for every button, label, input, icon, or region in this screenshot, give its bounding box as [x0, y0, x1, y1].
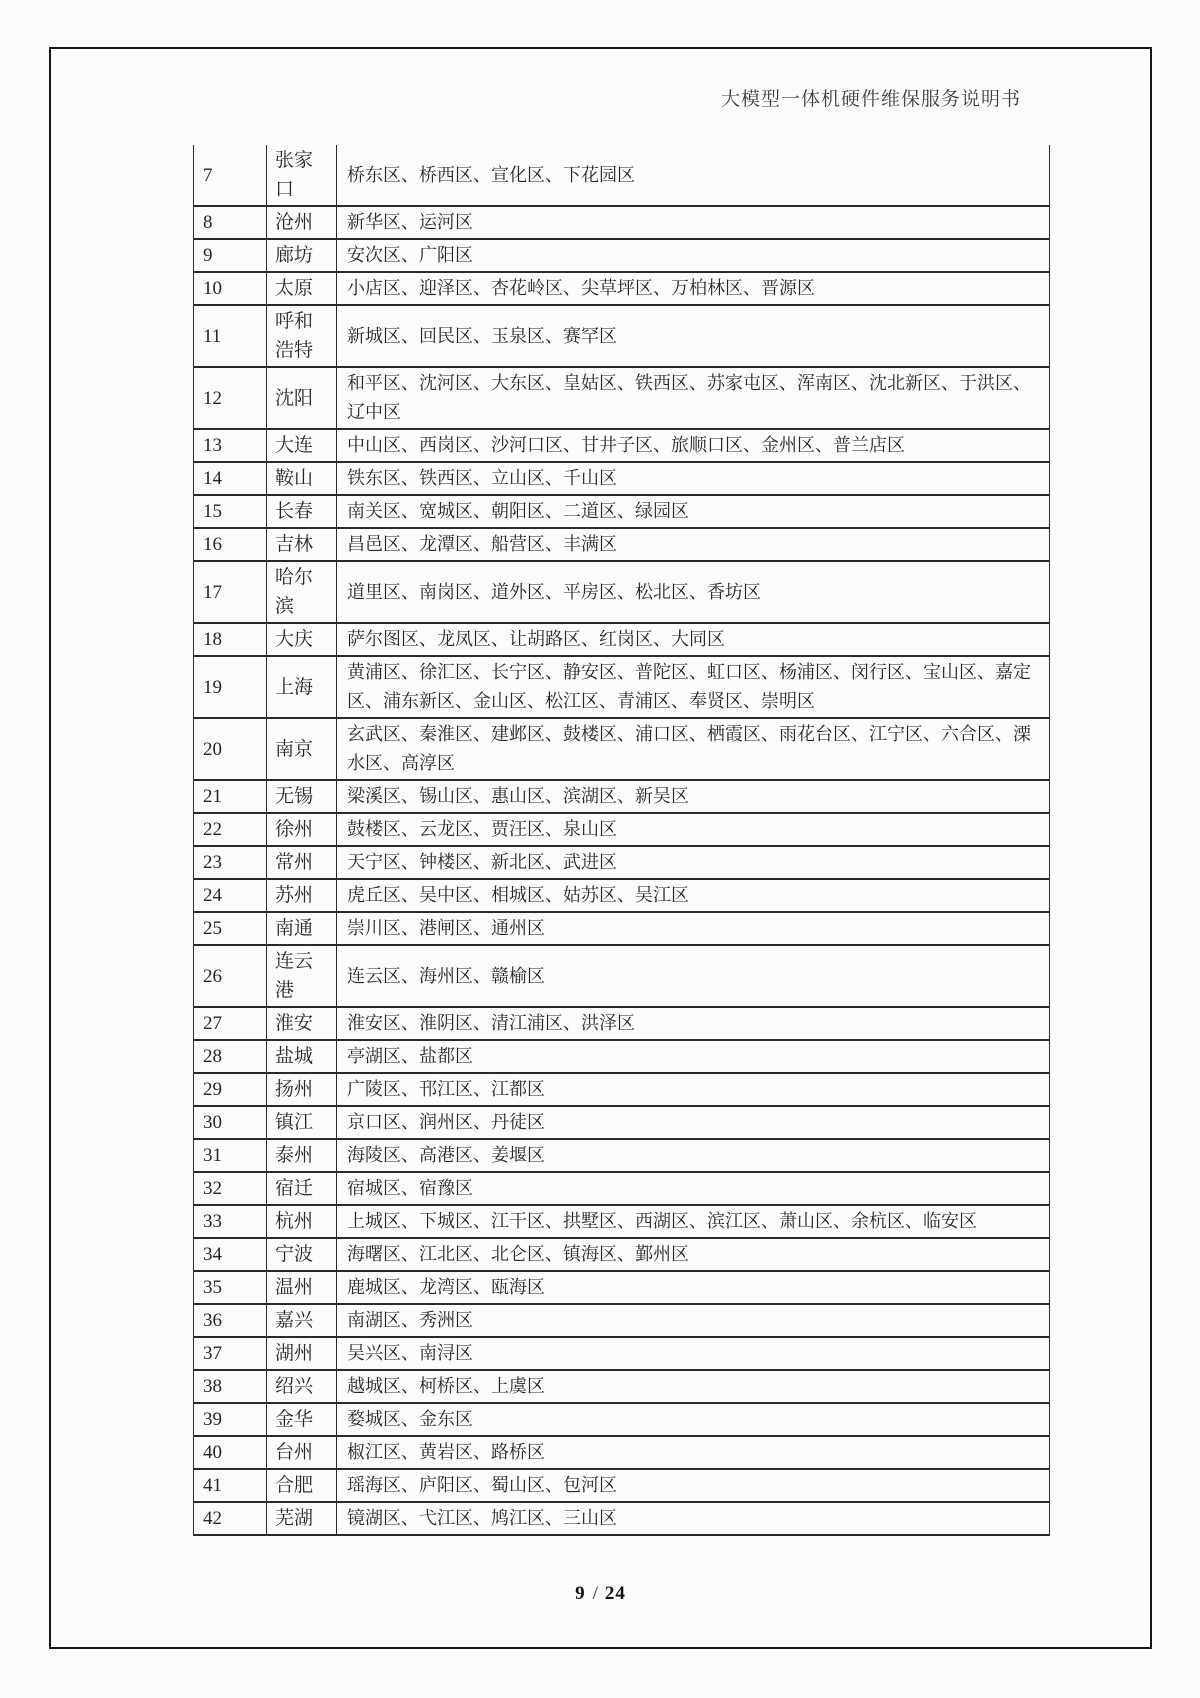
row-number-cell [193, 240, 266, 271]
districts-list: 南湖区、秀洲区 [347, 1310, 473, 1330]
city-cell [266, 207, 336, 238]
city-name: 嘉兴 [275, 1310, 314, 1331]
table-row [193, 719, 1050, 781]
page-number-total: 24 [604, 1583, 626, 1604]
row-number: 8 [203, 212, 213, 233]
city-name: 廊坊 [275, 245, 314, 266]
districts-list: 南关区、宽城区、朝阳区、二道区、绿园区 [347, 501, 689, 521]
city-cell [266, 463, 336, 494]
districts-list: 海曙区、江北区、北仑区、镇海区、鄞州区 [347, 1244, 689, 1264]
city-name: 哈尔滨 [275, 567, 314, 617]
districts-list: 玄武区、秦淮区、建邺区、鼓楼区、浦口区、栖霞区、雨花台区、江宁区、六合区、溧水区、高淳区 [347, 724, 1031, 773]
city-cell [266, 430, 336, 461]
city-cell [266, 1074, 336, 1105]
table-row [193, 781, 1050, 814]
districts-list: 鹿城区、龙湾区、瓯海区 [347, 1277, 545, 1297]
row-number: 27 [203, 1013, 222, 1034]
row-number-cell [193, 1239, 266, 1270]
city-name: 大庆 [275, 629, 314, 650]
row-number-cell [193, 624, 266, 655]
districts-list: 鼓楼区、云龙区、贾汪区、泉山区 [347, 819, 617, 839]
districts-cell [336, 1503, 1049, 1534]
table-row [193, 496, 1050, 529]
table-row [193, 657, 1050, 719]
row-number-cell [193, 1338, 266, 1369]
table-row [193, 529, 1050, 562]
row-number-cell [193, 1107, 266, 1138]
row-number: 18 [203, 629, 222, 650]
table-row [193, 562, 1050, 624]
city-name: 南通 [275, 918, 314, 939]
districts-list: 婺城区、金东区 [347, 1409, 473, 1429]
districts-list: 新城区、回民区、玉泉区、赛罕区 [347, 325, 617, 346]
city-name: 淮安 [275, 1013, 314, 1034]
city-cell [266, 1239, 336, 1270]
table-row [193, 1008, 1050, 1041]
row-number: 11 [203, 325, 222, 347]
row-number-cell [193, 880, 266, 911]
table-row [193, 1305, 1050, 1338]
city-cell [266, 1206, 336, 1237]
districts-list: 道里区、南岗区、道外区、平房区、松北区、香坊区 [347, 581, 761, 602]
city-cell [266, 880, 336, 911]
table-row [193, 1470, 1050, 1503]
districts-list: 梁溪区、锡山区、惠山区、滨湖区、新吴区 [347, 786, 689, 806]
row-number: 16 [203, 534, 222, 555]
districts-list: 新华区、运河区 [347, 212, 473, 232]
districts-cell [336, 1206, 1049, 1237]
city-name: 吉林 [275, 534, 314, 555]
districts-cell [336, 1404, 1049, 1435]
city-cell [266, 1305, 336, 1336]
table-row [193, 1272, 1050, 1305]
page-footer [49, 1583, 1152, 1605]
city-cell [266, 273, 336, 304]
city-name: 台州 [275, 1442, 314, 1463]
table-row [193, 1107, 1050, 1140]
districts-list: 崇川区、港闸区、通州区 [347, 918, 545, 938]
districts-list: 亭湖区、盐都区 [347, 1046, 473, 1066]
city-name: 绍兴 [275, 1376, 314, 1397]
row-number-cell [193, 847, 266, 878]
districts-cell [336, 1239, 1049, 1270]
districts-cell [336, 1272, 1049, 1303]
page-number-current: 9 [575, 1583, 586, 1604]
table-row [193, 430, 1050, 463]
city-cell [266, 657, 336, 717]
city-name: 泰州 [275, 1145, 314, 1166]
row-number: 14 [203, 468, 222, 489]
row-number: 10 [203, 278, 222, 299]
row-number: 12 [203, 387, 222, 409]
districts-list: 宿城区、宿豫区 [347, 1178, 473, 1198]
row-number-cell [193, 719, 266, 779]
city-cell [266, 781, 336, 812]
districts-cell [336, 368, 1049, 428]
row-number: 28 [203, 1046, 222, 1067]
table-row [193, 1404, 1050, 1437]
districts-cell [336, 1008, 1049, 1039]
city-cell [266, 496, 336, 527]
table-row [193, 463, 1050, 496]
city-name: 徐州 [275, 819, 314, 840]
city-cell [266, 1470, 336, 1501]
districts-cell [336, 847, 1049, 878]
city-name: 金华 [275, 1409, 314, 1430]
row-number-cell [193, 529, 266, 560]
row-number-cell [193, 913, 266, 944]
districts-cell [336, 1437, 1049, 1468]
row-number-cell [193, 430, 266, 461]
table-row [193, 273, 1050, 306]
table-row [193, 1140, 1050, 1173]
table-row [193, 240, 1050, 273]
region-table [193, 145, 1050, 1536]
row-number-cell [193, 1008, 266, 1039]
districts-list: 安次区、广阳区 [347, 245, 473, 265]
document-header-title: 大模型一体机硬件维保服务说明书 [720, 89, 1021, 110]
city-cell [266, 1437, 336, 1468]
districts-list: 椒江区、黄岩区、路桥区 [347, 1442, 545, 1462]
city-cell [266, 529, 336, 560]
city-cell [266, 306, 336, 366]
row-number-cell [193, 1041, 266, 1072]
row-number: 23 [203, 852, 222, 873]
table-row [193, 624, 1050, 657]
row-number: 35 [203, 1277, 222, 1298]
row-number-cell [193, 1371, 266, 1402]
table-row [193, 814, 1050, 847]
districts-cell [336, 880, 1049, 911]
row-number-cell [193, 1272, 266, 1303]
districts-list: 铁东区、铁西区、立山区、千山区 [347, 468, 617, 488]
city-cell [266, 1041, 336, 1072]
row-number: 39 [203, 1409, 222, 1430]
districts-cell [336, 719, 1049, 779]
row-number: 29 [203, 1079, 222, 1100]
row-number-cell [193, 1437, 266, 1468]
districts-list: 上城区、下城区、江干区、拱墅区、西湖区、滨江区、萧山区、余杭区、临安区 [347, 1211, 977, 1231]
city-cell [266, 847, 336, 878]
row-number: 31 [203, 1145, 222, 1166]
city-cell [266, 1404, 336, 1435]
row-number: 26 [203, 965, 222, 987]
table-row [193, 880, 1050, 913]
row-number: 22 [203, 819, 222, 840]
districts-cell [336, 240, 1049, 271]
city-cell [266, 1371, 336, 1402]
city-name: 苏州 [275, 885, 314, 906]
city-name: 连云港 [275, 951, 314, 1001]
row-number-cell [193, 1074, 266, 1105]
districts-list: 虎丘区、吴中区、相城区、姑苏区、吴江区 [347, 885, 689, 905]
districts-cell [336, 624, 1049, 655]
row-number-cell [193, 496, 266, 527]
districts-list: 萨尔图区、龙凤区、让胡路区、红岗区、大同区 [347, 629, 725, 649]
row-number-cell [193, 781, 266, 812]
row-number: 42 [203, 1508, 222, 1529]
row-number: 20 [203, 738, 222, 760]
city-cell [266, 1107, 336, 1138]
districts-cell [336, 463, 1049, 494]
row-number-cell [193, 273, 266, 304]
city-name: 湖州 [275, 1343, 314, 1364]
city-name: 宿迁 [275, 1178, 314, 1199]
districts-cell [336, 1041, 1049, 1072]
city-name: 大连 [275, 435, 314, 456]
row-number-cell [193, 946, 266, 1006]
row-number-cell [193, 1206, 266, 1237]
table-row [193, 1041, 1050, 1074]
city-cell [266, 913, 336, 944]
page-number-separator: / [592, 1583, 598, 1604]
city-cell [266, 368, 336, 428]
districts-cell [336, 529, 1049, 560]
table-row [193, 368, 1050, 430]
city-name: 沧州 [275, 212, 314, 233]
row-number-cell [193, 814, 266, 845]
row-number: 7 [203, 164, 213, 186]
city-cell [266, 1140, 336, 1171]
city-cell [266, 240, 336, 271]
city-cell [266, 1503, 336, 1534]
city-name: 无锡 [275, 786, 314, 807]
districts-cell [336, 1371, 1049, 1402]
city-name: 宁波 [275, 1244, 314, 1265]
row-number: 40 [203, 1442, 222, 1463]
city-cell [266, 624, 336, 655]
city-cell [266, 145, 336, 205]
city-name: 长春 [275, 501, 314, 522]
row-number-cell [193, 657, 266, 717]
row-number: 41 [203, 1475, 222, 1496]
table-row [193, 207, 1050, 240]
districts-list: 天宁区、钟楼区、新北区、武进区 [347, 852, 617, 872]
row-number: 30 [203, 1112, 222, 1133]
city-name: 上海 [275, 676, 314, 698]
city-name: 芜湖 [275, 1508, 314, 1529]
city-cell [266, 1173, 336, 1204]
table-row [193, 145, 1050, 207]
row-number: 24 [203, 885, 222, 906]
row-number: 34 [203, 1244, 222, 1265]
city-name: 杭州 [275, 1211, 314, 1232]
row-number-cell [193, 306, 266, 366]
districts-cell [336, 145, 1049, 205]
districts-list: 和平区、沈河区、大东区、皇姑区、铁西区、苏家屯区、浑南区、沈北新区、于洪区、辽中区 [347, 373, 1031, 422]
city-name: 镇江 [275, 1112, 314, 1133]
row-number-cell [193, 463, 266, 494]
districts-cell [336, 1140, 1049, 1171]
city-name: 南京 [275, 738, 314, 760]
districts-list: 黄浦区、徐汇区、长宁区、静安区、普陀区、虹口区、杨浦区、闵行区、宝山区、嘉定区、浦东新区、金山区、松江区、青浦区、奉贤区、崇明区 [347, 662, 1031, 711]
districts-list: 海陵区、高港区、姜堰区 [347, 1145, 545, 1165]
districts-list: 小店区、迎泽区、杏花岭区、尖草坪区、万柏林区、晋源区 [347, 278, 815, 298]
city-name: 太原 [275, 278, 314, 299]
districts-cell [336, 1173, 1049, 1204]
row-number-cell [193, 562, 266, 622]
city-cell [266, 1338, 336, 1369]
districts-list: 连云区、海州区、赣榆区 [347, 965, 545, 986]
city-cell [266, 719, 336, 779]
districts-list: 桥东区、桥西区、宣化区、下花园区 [347, 164, 635, 185]
table-row [193, 1338, 1050, 1371]
row-number: 38 [203, 1376, 222, 1397]
districts-cell [336, 1107, 1049, 1138]
row-number-cell [193, 145, 266, 205]
districts-list: 吴兴区、南浔区 [347, 1343, 473, 1363]
city-cell [266, 946, 336, 1006]
districts-cell [336, 913, 1049, 944]
city-name: 张家口 [275, 150, 314, 200]
city-name: 鞍山 [275, 468, 314, 489]
districts-cell [336, 781, 1049, 812]
city-name: 呼和浩特 [275, 311, 314, 361]
city-name: 常州 [275, 852, 314, 873]
row-number-cell [193, 1470, 266, 1501]
table-row [193, 1173, 1050, 1206]
city-name: 盐城 [275, 1046, 314, 1067]
districts-list: 广陵区、邗江区、江都区 [347, 1079, 545, 1099]
table-row [193, 1074, 1050, 1107]
districts-list: 瑶海区、庐阳区、蜀山区、包河区 [347, 1475, 617, 1495]
table-row [193, 1206, 1050, 1239]
row-number: 37 [203, 1343, 222, 1364]
districts-list: 中山区、西岗区、沙河口区、甘井子区、旅顺口区、金州区、普兰店区 [347, 435, 905, 455]
districts-cell [336, 273, 1049, 304]
districts-cell [336, 1338, 1049, 1369]
districts-list: 昌邑区、龙潭区、船营区、丰满区 [347, 534, 617, 554]
row-number: 9 [203, 245, 213, 266]
districts-cell [336, 1470, 1049, 1501]
city-cell [266, 1008, 336, 1039]
row-number-cell [193, 1140, 266, 1171]
row-number: 21 [203, 786, 222, 807]
districts-list: 越城区、柯桥区、上虞区 [347, 1376, 545, 1396]
districts-cell [336, 1074, 1049, 1105]
districts-cell [336, 657, 1049, 717]
row-number: 25 [203, 918, 222, 939]
table-row [193, 1371, 1050, 1404]
row-number: 36 [203, 1310, 222, 1331]
districts-cell [336, 207, 1049, 238]
city-cell [266, 1272, 336, 1303]
districts-cell [336, 306, 1049, 366]
row-number: 15 [203, 501, 222, 522]
city-name: 合肥 [275, 1475, 314, 1496]
city-cell [266, 814, 336, 845]
row-number-cell [193, 1503, 266, 1534]
row-number-cell [193, 1305, 266, 1336]
districts-cell [336, 814, 1049, 845]
districts-cell [336, 946, 1049, 1006]
city-name: 扬州 [275, 1079, 314, 1100]
districts-cell [336, 1305, 1049, 1336]
districts-list: 淮安区、淮阴区、清江浦区、洪泽区 [347, 1013, 635, 1033]
city-cell [266, 562, 336, 622]
row-number: 19 [203, 676, 222, 698]
table-row [193, 306, 1050, 368]
table-row [193, 913, 1050, 946]
table-row [193, 946, 1050, 1008]
districts-list: 京口区、润州区、丹徒区 [347, 1112, 545, 1132]
row-number: 33 [203, 1211, 222, 1232]
table-row [193, 1239, 1050, 1272]
row-number: 17 [203, 581, 222, 603]
districts-cell [336, 430, 1049, 461]
row-number: 32 [203, 1178, 222, 1199]
table-row [193, 847, 1050, 880]
table-row [193, 1437, 1050, 1470]
row-number-cell [193, 1404, 266, 1435]
city-name: 沈阳 [275, 387, 314, 409]
table-row [193, 1503, 1050, 1536]
row-number-cell [193, 207, 266, 238]
row-number-cell [193, 368, 266, 428]
city-name: 温州 [275, 1277, 314, 1298]
row-number: 13 [203, 435, 222, 456]
districts-cell [336, 496, 1049, 527]
districts-list: 镜湖区、弋江区、鸠江区、三山区 [347, 1508, 617, 1528]
districts-cell [336, 562, 1049, 622]
row-number-cell [193, 1173, 266, 1204]
